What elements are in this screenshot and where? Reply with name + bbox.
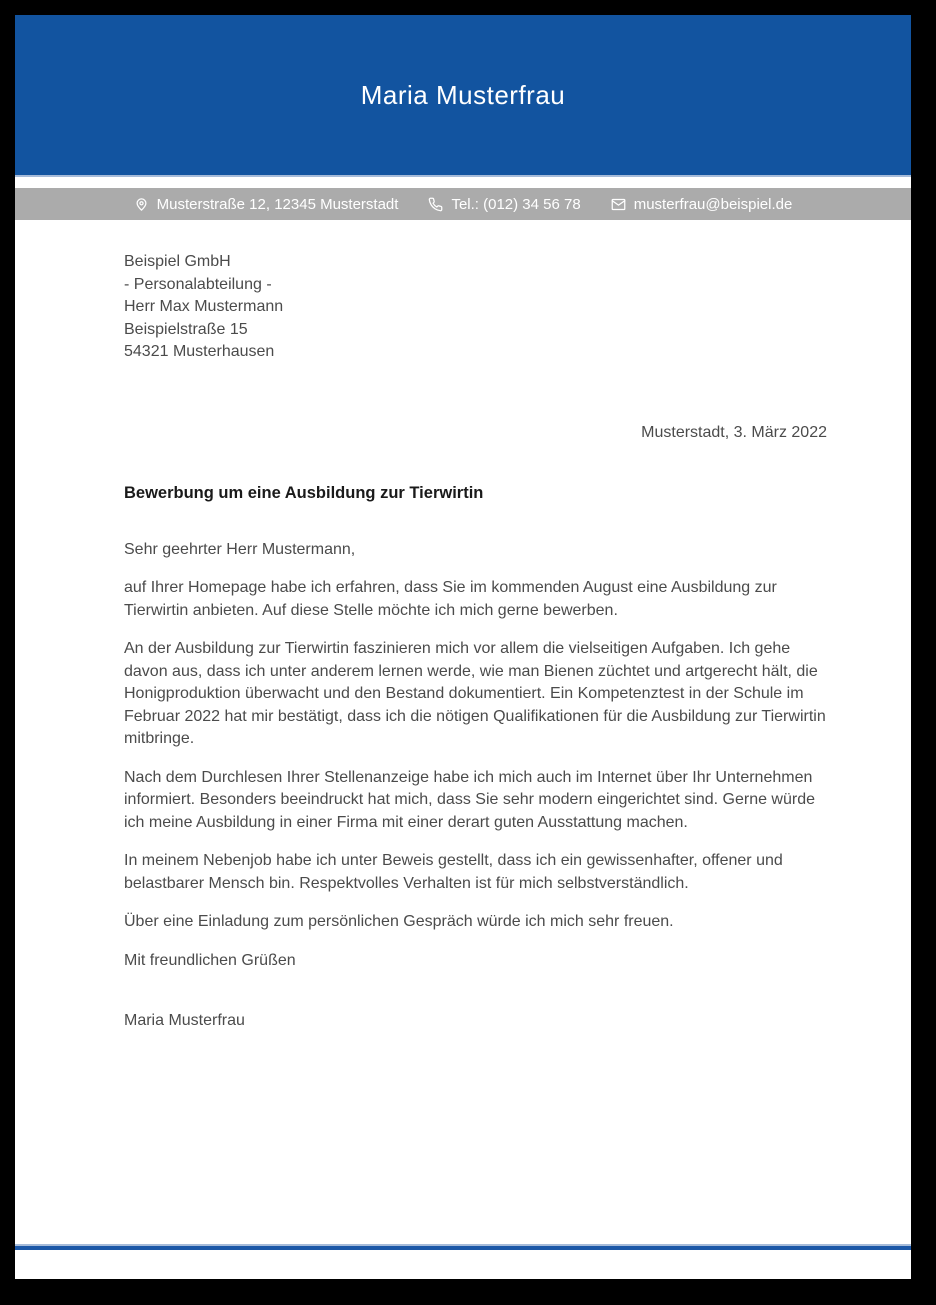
recipient-line: Beispiel GmbH — [124, 253, 231, 270]
contact-email-text: musterfrau@beispiel.de — [633, 195, 793, 213]
applicant-name: Maria Musterfrau — [360, 79, 566, 110]
location-pin-icon — [134, 197, 149, 212]
paragraph: Über eine Einladung zum persönlichen Gespräch würde ich mich sehr freuen. — [124, 913, 674, 930]
recipient-line: Herr Max Mustermann — [124, 298, 284, 315]
contact-phone — [428, 196, 580, 213]
signature-name: Maria Musterfrau — [124, 1012, 245, 1029]
paragraph: An der Ausbildung zur Tierwirtin faszinieren mich vor allem die vielseitigen Aufgaben. Ich gehe davon aus, dass ich unter anderem lernen werde, wie man Bienen züchtet und artgerecht hält, die Honigproduktion überwacht und den Bestand dokumentiert. Ein Kompetenztest in der Schule im Februar 2022 hat mir bestätigt, dass ich die nötigen Qualifikationen für die Ausbildung zur Tierwirtin mitbringe. — [124, 640, 826, 747]
contact-address — [134, 196, 399, 213]
date-line: Musterstadt, 3. März 2022 — [641, 423, 827, 441]
letter-page — [15, 15, 911, 1279]
envelope-icon — [611, 197, 626, 212]
contact-address-text: Musterstraße 12, 12345 Musterstadt — [156, 195, 399, 213]
contact-bar — [15, 188, 911, 220]
closing-formula: Mit freundlichen Grüßen — [124, 951, 296, 969]
contact-email — [611, 196, 793, 213]
subject-line: Bewerbung um eine Ausbildung zur Tierwirtin — [124, 484, 484, 502]
paragraph: In meinem Nebenjob habe ich unter Beweis gestellt, dass ich ein gewissenhafter, offener und belastbarer Mensch bin. Respektvolles Verhalten ist für mich selbstverständlich. — [124, 852, 783, 892]
paragraph: Nach dem Durchlesen Ihrer Stellenanzeige habe ich mich auch im Internet über Ihr Unternehmen informiert. Besonders beeindruckt hat mich, dass Sie sehr modern eingerichtet sind. Gerne würde ich meine Ausbildung in einer Firma mit einer derart guten Ausstattung machen. — [124, 768, 816, 831]
letter-body — [124, 251, 827, 1033]
letterhead-banner — [15, 15, 911, 177]
contact-phone-text: Tel.: (012) 34 56 78 — [451, 195, 581, 213]
recipient-line: - Personalabteilung - — [124, 275, 272, 293]
recipient-line: Beispielstraße 15 — [124, 320, 248, 338]
paragraph: auf Ihrer Homepage habe ich erfahren, dass Sie im kommenden August eine Ausbildung zur Tierwirtin anbieten. Auf diese Stelle möchte ich mich gerne bewerben. — [124, 579, 777, 619]
salutation: Sehr geehrter Herr Mustermann, — [124, 540, 356, 558]
recipient-address-block — [124, 251, 827, 364]
footer-accent-line — [15, 1244, 911, 1250]
phone-icon — [428, 197, 443, 212]
recipient-line: 54321 Musterhausen — [124, 343, 275, 360]
